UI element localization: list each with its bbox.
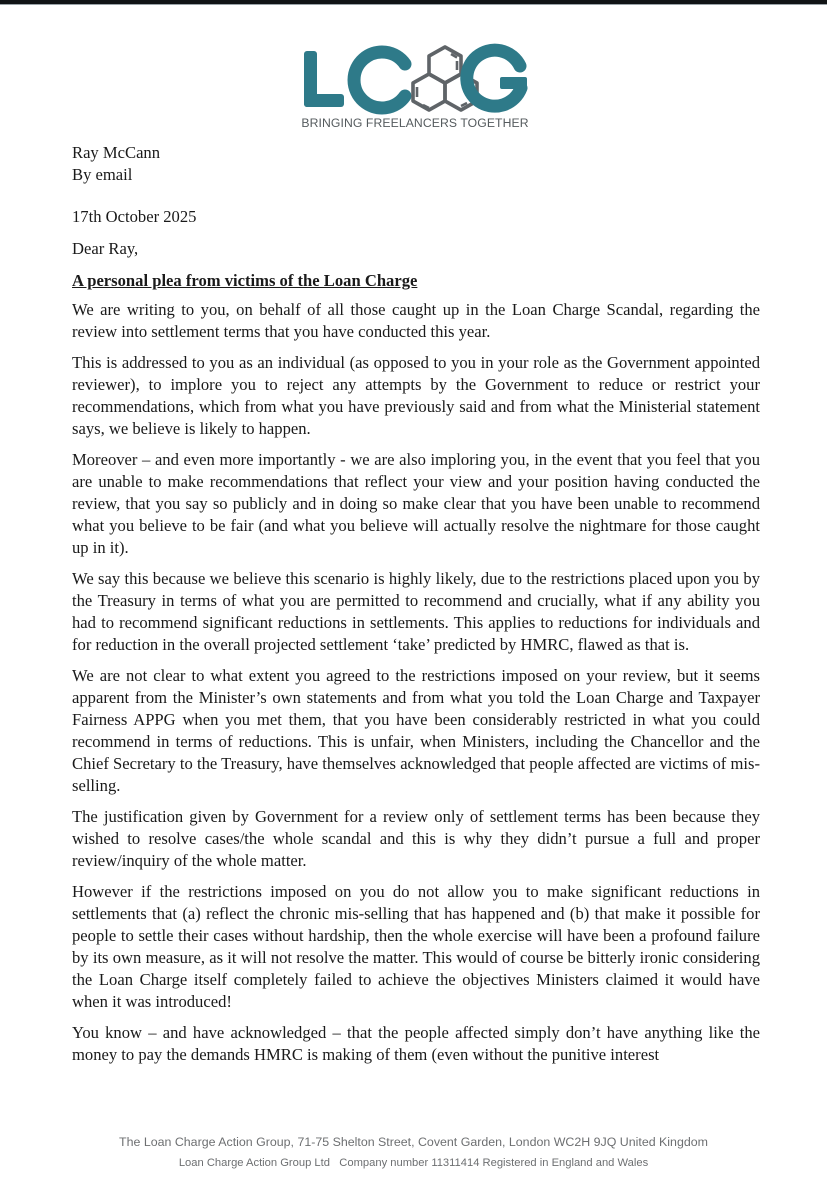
delivery-method: By email: [72, 165, 133, 184]
top-strip-divider: [0, 4, 827, 5]
paragraph: Moreover – and even more importantly - we are also imploring you, in the event that you feel that you are unable to make recommendations that reflect your view and your position having conducted the review, that you say so publicly and in doing so make clear that you have been unable to recommend what you believe to be fair (and what you believe will actually resolve the nightmare for those caught up in it).: [72, 450, 760, 557]
paragraph: We say this because we believe this scenario is highly likely, due to the restrictions placed upon you by the Treasury in terms of what you are permitted to recommend and crucially, what if any ability you had to recommend significant reductions in settlements. This applies to reductions for individuals and for reduction in the overall projected settlement ‘take’ predicted by HMRC, flawed as that is.: [72, 569, 760, 654]
logo-letter-c: [354, 52, 405, 108]
logo-letter-g: [467, 50, 527, 106]
letter-subject: A personal plea from victims of the Loan Charge: [72, 271, 418, 290]
paragraph: However if the restrictions imposed on you do not allow you to make significant reductions in settlements that (a) reflect the chronic mis-selling that has happened and (b) that make it possible for people to settle their cases without hardship, then the whole exercise will have been a profound failure by its own measure, as it will not resolve the matter. This would of course be bitterly ironic considering the Loan Charge itself completely failed to achieve the objectives Ministers claimed it would have when it was introduced!: [72, 882, 760, 1011]
paragraph: We are writing to you, on behalf of all those caught up in the Loan Charge Scandal, regarding the review into settlement terms that you have conducted this year.: [72, 300, 760, 341]
paragraph: This is addressed to you as an individual (as opposed to you in your role as the Government appointed reviewer), to implore you to reject any attempts by the Government to reduce or restrict your recommendations, which from what you have previously said and from what the Ministerial statement says, we believe is likely to happen.: [72, 353, 760, 438]
paragraph: The justification given by Government for a review only of settlement terms has been because they wished to resolve cases/the whole scandal and this is why they didn’t pursue a full and proper review/inquiry of the whole matter.: [72, 807, 760, 870]
footer-company-info: Loan Charge Action Group Ltd Company number 11311414 Registered in England and Wales: [178, 1157, 649, 1169]
logo-tagline: BRINGING FREELANCERS TOGETHER: [301, 116, 529, 130]
recipient-name: Ray McCann: [72, 143, 161, 162]
paragraph: You know – and have acknowledged – that the people affected simply don’t have anything like the money to pay the demands HMRC is making of them (even without the punitive interest: [72, 1023, 760, 1064]
letter-body: [72, 142, 760, 1075]
letter-date: 17th October 2025: [72, 207, 197, 226]
logo-letter-l: [304, 51, 344, 107]
salutation: Dear Ray,: [72, 239, 139, 258]
paragraph: We are not clear to what extent you agreed to the restrictions imposed on your review, but it seems apparent from the Minister’s own statements and from what you told the Loan Charge and Taxpayer Fairness APPG when you met them, that you have been considerably restricted in what you could recommend in terms of reductions. This is unfair, when Ministers, including the Chancellor and the Chief Secretary to the Treasury, have themselves acknowledged that people affected are victims of mis-selling.: [72, 666, 760, 795]
footer-address: The Loan Charge Action Group, 71-75 Shelton Street, Covent Garden, London WC2H 9JQ United Kingdom: [119, 1135, 708, 1149]
